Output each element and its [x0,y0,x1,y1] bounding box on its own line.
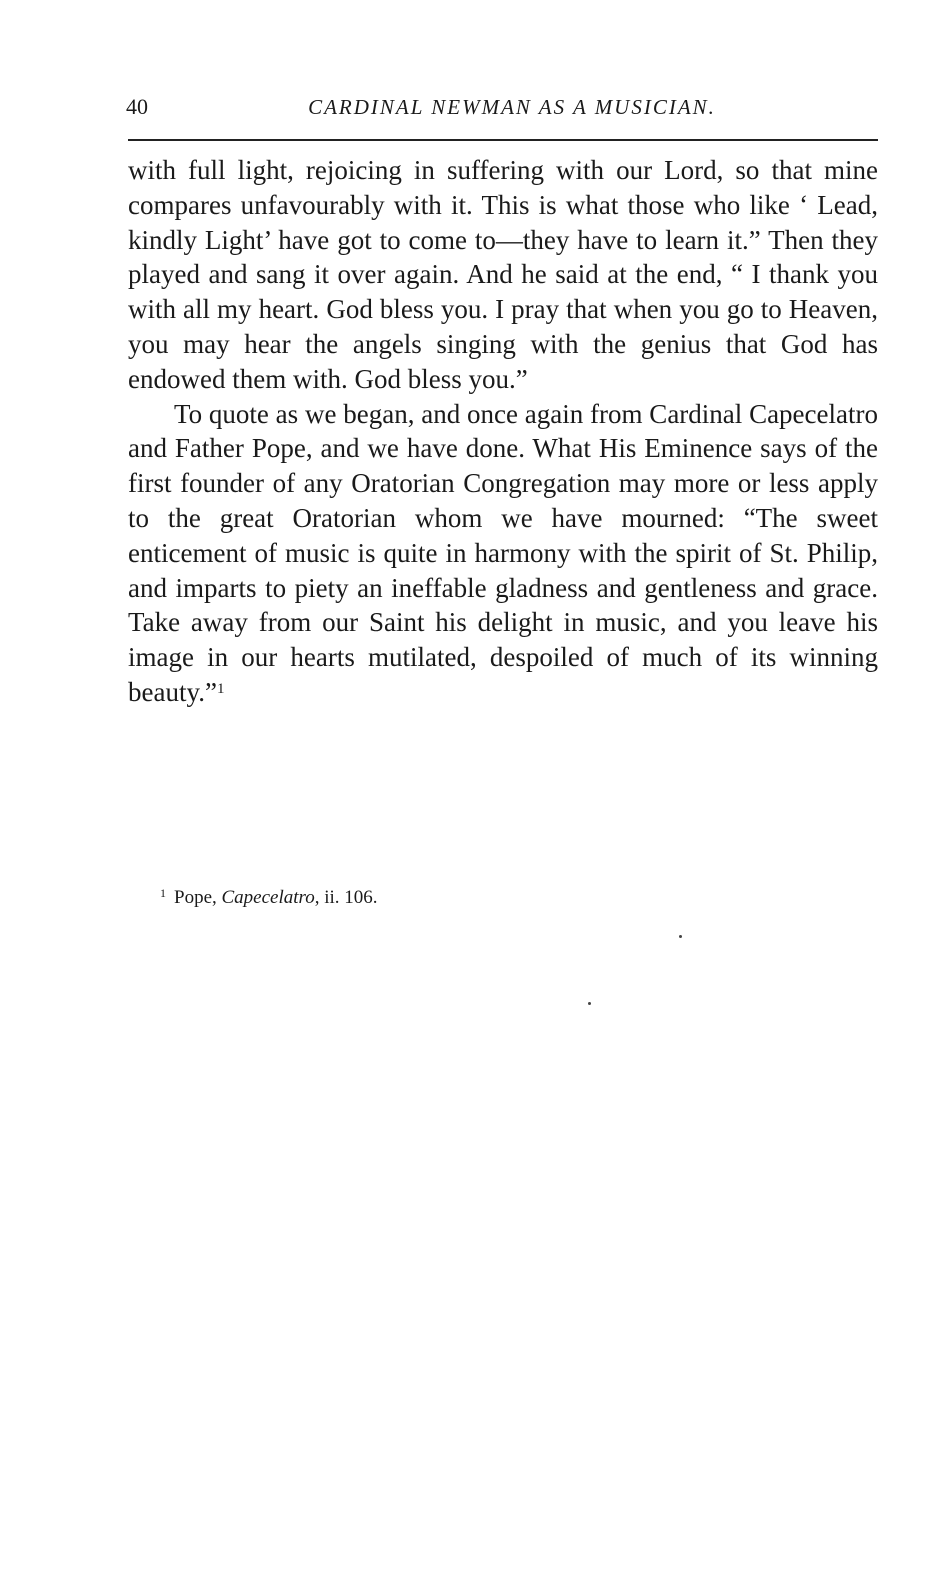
header-rule [128,139,878,141]
page-number: 40 [126,94,148,119]
footnote-reference: , ii. 106. [314,887,378,908]
body-text [128,153,878,710]
paragraph [128,397,878,710]
footnote-work-title: Capecelatro [221,887,315,908]
footnote-author: Pope, [174,887,222,908]
running-title: CARDINAL NEWMAN AS A MUSICIAN. [308,95,716,119]
paragraph-text: To quote as we began, and once again from Cardinal Capecelatro and Father Pope, and we have done. What His Eminence says of the first founder of any Oratorian Congregation may more or less apply to the great Oratorian whom we have mourned: “The sweet enticement of music is quite in harmony with the spirit of St. Philip, and imparts to piety an ineffable gladness and gentleness and grace. Take away from our Saint his delight in music, and you leave his image in our hearts mutilated, despoiled of much of its winning beauty.” [128,398,878,707]
scan-speck [588,1002,591,1005]
footnote-number: 1 [160,886,166,900]
paragraph-text: with full light, rejoicing in suffering with our Lord, so that mine compares unfavourably with it. This is what those who like ‘ Lead, kindly Light’ have got to come to—they have to learn it.” Then they played and sang it over again. And he said at the end, “ I thank you with all my heart. God bless you. I pray that when you go to Heaven, you may hear the angels singing with the genius that God has endowed them with. God bless you.” [128,155,878,394]
running-head [126,92,878,122]
footnote [160,880,378,911]
paragraph [128,153,878,397]
scan-speck [679,935,682,938]
footnote-marker[interactable]: 1 [216,680,225,697]
